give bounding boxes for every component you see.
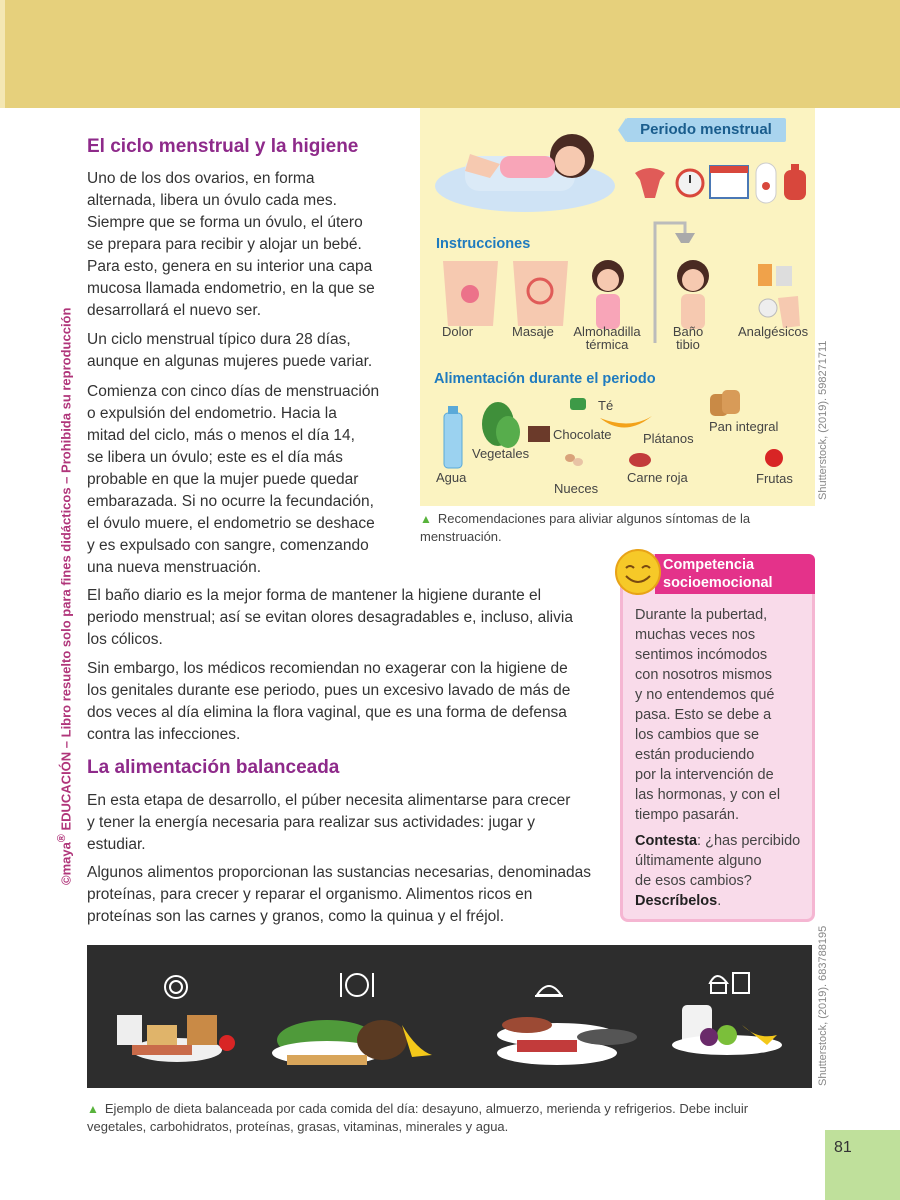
caption-triangle-icon: ▲: [420, 512, 432, 526]
question-text: : ¿has percibido: [697, 833, 801, 849]
label-line: tibio: [676, 337, 700, 352]
text-line: Uno de los dos ovarios, en forma: [87, 170, 315, 187]
paragraph-puber: [87, 790, 570, 856]
calendar-icon: [710, 166, 748, 198]
label-line: térmica: [585, 337, 629, 352]
label-te: Té: [598, 398, 614, 413]
text-line: Un ciclo menstrual típico dura 28 días,: [87, 331, 351, 348]
spinach-icon: [482, 402, 520, 448]
text-line: aunque en algunas mujeres puede variar.: [87, 353, 373, 370]
body-line: y no entendemos qué: [635, 687, 775, 703]
label-masaje: Masaje: [512, 324, 554, 339]
uterus-icon: [635, 168, 665, 198]
nuts-icon: [565, 454, 583, 466]
caption-line: Recomendaciones para aliviar algunos síntomas de la: [437, 511, 751, 526]
text-line: los cólicos.: [87, 631, 163, 648]
page-number: 81: [825, 1130, 900, 1200]
massage-illustration-icon: [513, 261, 568, 326]
question-end: .: [717, 893, 722, 909]
lunch-photo: [272, 1020, 432, 1065]
snacks-photo: [672, 1005, 782, 1055]
text-line: o expulsión del endometrio. Hacia la: [87, 405, 337, 422]
label-line: Baño: [672, 324, 704, 339]
photo-credit-bottom: Shutterstock, (2019). 683788195: [817, 925, 829, 1086]
label-analgesicos: Analgésicos: [738, 324, 809, 339]
resting-girl-illustration: [430, 116, 620, 216]
text-line: y tener la energía necesaria para realizar sus actividades: jugar y: [87, 814, 536, 831]
label-carne-roja: Carne roja: [627, 470, 688, 485]
pain-illustration-icon: [443, 261, 498, 326]
text-line: se libera un óvulo; este es el día más: [87, 449, 343, 466]
paragraph-higiene: [87, 658, 570, 746]
text-line: dos veces al día elimina la flora vaginal, que es una forma de defensa: [87, 704, 567, 721]
question-action: Descríbelos: [635, 893, 718, 909]
bread-icon: [710, 390, 740, 416]
bananas-icon: [600, 416, 652, 428]
body-line: las hormonas, y con el: [635, 787, 781, 803]
body-line: los cambios que se: [635, 727, 760, 743]
header-band: [0, 0, 900, 108]
smiley-face-icon: [612, 546, 664, 598]
breakfast-photo: [117, 1015, 235, 1062]
header-band-edge: [0, 0, 5, 108]
body-line: por la intervención de: [635, 767, 774, 783]
infographic-caption: [420, 510, 800, 546]
body-line: tiempo pasarán.: [635, 807, 739, 823]
afternoon-snack-photo: [497, 1017, 637, 1065]
text-line: periodo menstrual; así se evitan olores desagradables e, incluso, alivia: [87, 609, 573, 626]
text-line: En esta etapa de desarrollo, el púber necesita alimentarse para crecer: [87, 792, 571, 809]
question-label: Contesta: [635, 833, 698, 849]
text-line: estudiar.: [87, 836, 146, 853]
label-platanos: Plátanos: [643, 431, 694, 446]
label-vegetales: Vegetales: [472, 446, 530, 461]
text-line: los genitales durante ese periodo, pues un excesivo lavado de más de: [87, 682, 571, 699]
copyright-rest: EDUCACIÓN – Libro resuelto solo para fines didácticos – Prohibida su reproducción: [58, 307, 74, 831]
water-bottle-icon: [444, 406, 462, 468]
instructions-heading: Instrucciones: [436, 236, 531, 252]
heading-line: socioemocional: [663, 575, 773, 591]
text-line: Comienza con cinco días de menstruación: [87, 383, 380, 400]
apple-icon: [765, 449, 783, 467]
painkillers-icon: [758, 264, 800, 328]
text-line: y es expulsado con sangre, comenzando: [87, 537, 369, 554]
paragraph-ovarios: [87, 168, 375, 322]
text-line: se prepara para recibir y alojar un bebé.: [87, 236, 362, 253]
text-line: desarrollará el nuevo ser.: [87, 302, 262, 319]
body-line: con nosotros mismos: [635, 667, 772, 683]
paragraph-ciclo-tipico: [87, 329, 372, 373]
label-nueces: Nueces: [554, 481, 599, 496]
question-text: últimamente alguno: [635, 853, 762, 869]
text-line: el óvulo muere, el endometrio se deshace: [87, 515, 375, 532]
text-line: una nueva menstruación.: [87, 559, 262, 576]
caption-line: menstruación.: [420, 529, 502, 544]
text-line: Siempre que se forma un óvulo, el útero: [87, 214, 363, 231]
heating-pad-girl-icon: [592, 260, 624, 329]
brand-name: maya: [58, 842, 74, 876]
text-line: mucosa llamada endometrio, en la que se: [87, 280, 375, 297]
food-heading: Alimentación durante el periodo: [434, 371, 656, 387]
text-line: Sin embargo, los médicos recomiendan no exagerar con la higiene de: [87, 660, 568, 677]
red-meat-icon: [629, 453, 651, 467]
label-bano: [670, 325, 706, 351]
label-dolor: Dolor: [442, 324, 474, 339]
food-illustrations: [420, 388, 815, 486]
infographic-title: Periodo menstrual: [626, 118, 786, 142]
meals-caption: [87, 1100, 807, 1136]
text-line: Para esto, genera en su interior una capa: [87, 258, 373, 275]
label-almohadilla: [570, 325, 644, 351]
tea-cup-icon: [570, 398, 586, 410]
caption-line: vegetales, carbohidratos, proteínas, grasas, vitaminas, minerales y agua.: [87, 1119, 509, 1134]
side-copyright: [56, 285, 76, 885]
label-frutas: Frutas: [756, 471, 793, 486]
label-pan-integral: Pan integral: [709, 419, 779, 434]
text-line: El baño diario es la mejor forma de mantener la higiene durante el: [87, 587, 542, 604]
menstrual-infographic: [420, 108, 815, 506]
question-action-line: [635, 891, 807, 911]
caption-triangle-icon: ▲: [87, 1102, 99, 1116]
photo-credit-top: Shutterstock, (2019). 598271711: [817, 340, 829, 500]
competencia-body: [635, 605, 807, 911]
hot-water-bottle-icon: [784, 164, 806, 200]
copyright-symbol: ©: [58, 875, 74, 885]
section-title-alimentacion: La alimentación balanceada: [87, 757, 340, 778]
body-line: sentimos incómodos: [635, 647, 768, 663]
body-line: pasa. Esto se debe a: [635, 707, 772, 723]
caption-line: Ejemplo de dieta balanceada por cada comida del día: desayuno, almuerzo, merienda y refrigerios. Debe incluir: [104, 1101, 749, 1116]
text-line: probable en que la mujer puede quedar: [87, 471, 359, 488]
label-line: Almohadilla: [573, 324, 641, 339]
label-agua: Agua: [436, 470, 467, 485]
text-line: Algunos alimentos proporcionan las sustancias necesarias, denominadas: [87, 864, 592, 881]
bath-girl-icon: [677, 260, 709, 329]
text-line: contra las infecciones.: [87, 726, 241, 743]
question-text: de esos cambios?: [635, 873, 752, 889]
text-line: mitad del ciclo, más o menos el día 14,: [87, 427, 355, 444]
meal-photos: [87, 995, 812, 1088]
paragraph-bano: [87, 585, 573, 651]
snack-muffin-cup-icon: [707, 967, 753, 997]
period-icons: [630, 158, 810, 208]
body-line: muchas veces nos: [635, 627, 756, 643]
competencia-heading: [655, 554, 815, 594]
registered-mark: ®: [56, 834, 68, 843]
text-line: alternada, libera un óvulo cada mes.: [87, 192, 337, 209]
chocolate-icon: [528, 426, 550, 442]
text-line: embarazada. Si no ocurre la fecundación,: [87, 493, 374, 510]
section-title-ciclo: El ciclo menstrual y la higiene: [87, 136, 359, 157]
text-line: proteínas, para crecer y reparar el organismo. Alimentos ricos en: [87, 886, 533, 903]
body-line: están produciendo: [635, 747, 755, 763]
paragraph-menstruacion: [87, 381, 379, 579]
meals-photo-strip: [87, 945, 812, 1088]
body-line: Durante la pubertad,: [635, 607, 768, 623]
label-chocolate: Chocolate: [553, 427, 612, 442]
paragraph-proteinas: [87, 862, 591, 928]
question-line: [635, 831, 807, 851]
sanitary-pad-icon: [756, 163, 776, 203]
alarm-clock-icon: [677, 170, 703, 196]
text-line: proteínas son las carnes y granos, como la quinua y el fréjol.: [87, 908, 505, 925]
heading-line: Competencia: [663, 557, 755, 573]
